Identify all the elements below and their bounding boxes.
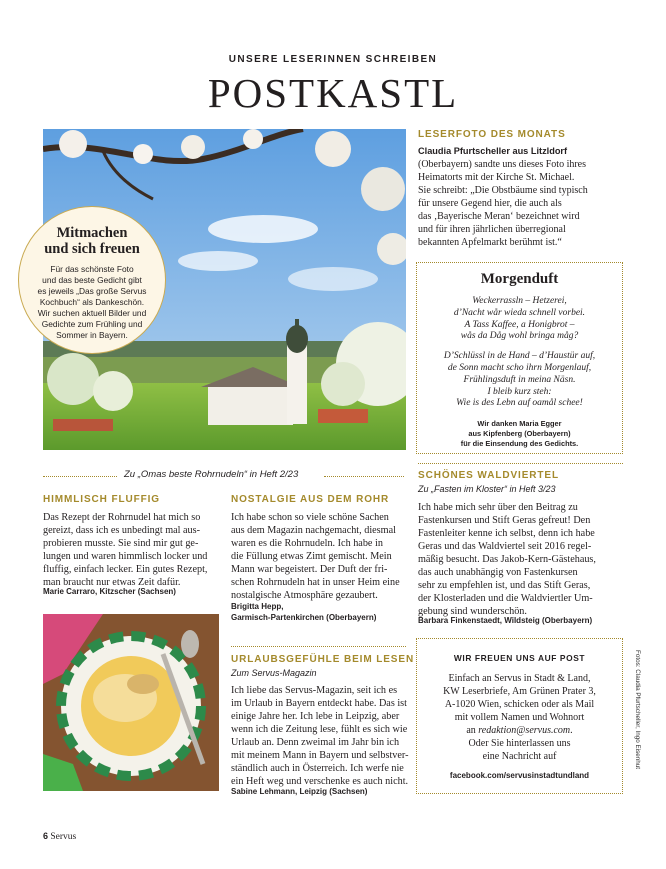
footer-brand: Servus [50, 832, 77, 842]
letter-signature: Barbara Finkenstaedt, Wildsteig (Oberbayern) [418, 616, 593, 625]
leserfoto-author: Claudia Pfurtscheller aus Litzldorf [418, 146, 568, 156]
letter-subtitle: Zum Servus-Magazin [231, 668, 317, 678]
letter-text: Ich liebe das Servus-Magazin, seit ich es im Urlaub in Bayern entdeckt habe. Das ist einige Jahre her. Ich lebe in Leipzig, aber wenn ich die Zeitung lese, fühlt es sich wie Urlaub an. Denn zweimal im Jahr bin ich mit meinem Mann in Bayern und selbstver- ständlich auch in Österreich. Ich werfe nie ein Heft weg und verschenke es auch nicht. [231, 685, 409, 787]
mitmachen-callout [18, 206, 166, 354]
divider [418, 463, 623, 464]
poem-thanks: Wir danken Maria Egger aus Kipfenberg (Oberbayern) für die Einsendung des Gedichts. [460, 419, 579, 449]
letter-heading: HIMMLISCH FLUFFIG [43, 494, 160, 505]
poem-box [416, 262, 623, 454]
letter-text: Ich habe mich sehr über den Beitrag zu Fastenkursen und Stift Geras gefreut! Den Fastenleiter kenne ich selbst, denn ich habe Geras und das Waldviertel seit 2016 regel- mäßig besucht. Das Jakob-Kern-Gästehaus, das auch unabhängig von Fastenkursen sehr zu empfehlen ist, und das Stift Geras, der Klosterladen und die Waldviertler Um- gebung sind wunderschön. [418, 502, 596, 617]
letter-signature: Marie Carraro, Kitzscher (Sachsen) [43, 587, 176, 596]
section-kicker: UNSERE LESERINNEN SCHREIBEN [228, 54, 438, 65]
email-link[interactable]: redaktion@servus.com [478, 725, 571, 736]
letter-signature: Brigitta Hepp, Garmisch-Partenkirchen (Oberbayern) [231, 602, 377, 622]
leserfoto-text: (Oberbayern) sandte uns dieses Foto ihres Heimatorts mit der Kirche St. Michael. Sie schreibt: „Die Obstbäume sind typisch für unsere Gegend hier, die auch als das ‚Bayerische Meran‘ bezeichnet wird und für ihren jährlichen überregional bekannten Apfelmarkt berühmt ist.“ [418, 159, 588, 248]
divider [43, 476, 117, 477]
divider [324, 476, 404, 477]
rohrnudel-plate-illustration [43, 614, 219, 791]
page-number: 6 [43, 831, 49, 841]
letter-heading: URLAUBSGEFÜHLE BEIM LESEN [231, 654, 415, 665]
post-text [417, 672, 622, 763]
post-text-part1: Einfach an Servus in Stadt & Land, KW Leserbriefe, Am Grünen Prater 3, A-1020 Wien, schicken oder als Mail mit vollem Namen und Wohnort an [443, 673, 596, 736]
callout-text: Für das schönste Foto und das beste Gedicht gibt es jeweils „Das große Servus Kochbuch“ als Dankeschön. Wir suchen aktuell Bilder und Gedichte zum Frühling und Sommer in Bayern. [37, 264, 147, 340]
letter-signature: Sabine Lehmann, Leipzig (Sachsen) [231, 787, 368, 796]
letter-text: Ich habe schon so viele schöne Sachen aus dem Magazin nachgemacht, diesmal waren es die Rohrnudeln. Ich habe in die Füllung etwas Zimt gemischt. Mein Mann war begeistert. Der Duft der fri- schen Rohrnudeln hat in unser Heim eine nostalgische Atmosphäre gezaubert. [231, 512, 400, 601]
post-heading: WIR FREUEN UNS AUF POST [453, 653, 586, 663]
callout-title: Mitmachen und sich freuen [44, 225, 140, 257]
rohrnudeln-subtitle: Zu „Omas beste Rohrnudeln“ in Heft 2/23 [124, 469, 299, 480]
letter-subtitle: Zu „Fasten im Kloster“ in Heft 3/23 [418, 484, 556, 494]
leserfoto-heading: LESERFOTO DES MONATS [418, 129, 566, 140]
facebook-link[interactable]: facebook.com/servusinstadtundland [449, 771, 590, 780]
letter-heading: NOSTALGIE AUS DEM ROHR [231, 494, 390, 505]
leserfoto-caption [418, 145, 628, 249]
letter-text: Das Rezept der Rohrnudel hat mich so gereizt, dass ich es unbedingt mal aus- probieren musste. Sie sind mir gut ge- lungen und waren himmlisch locker und fluffig, einfach lecker. Ein gutes Rezept, man braucht nur etwas Zeit dafür. [43, 512, 208, 588]
letter-heading: SCHÖNES WALDVIERTEL [418, 470, 559, 481]
divider [231, 646, 406, 647]
rohrnudel-image [43, 614, 219, 791]
page-title: POSTKASTL [207, 70, 459, 116]
poem-title: Morgenduft [480, 271, 559, 287]
poem-stanza-2: D’Schlüssl in de Hand – d’Haustür auf, de Sonn macht scho ihrn Morgenlauf, Frühlingsduft in meina Näsn. I bleib kurz steh: Wie is des Lebn auf oamål schee! [443, 351, 596, 409]
post-info-box [416, 638, 623, 794]
poem-stanza-1: Weckerrassln – Hetzerei, d’Nacht wår wieda schnell vorbei. A Tass Kaffee, a Honigbrot – wås da Dåg wohl bringa måg? [453, 296, 586, 342]
photo-credit: Fotos: Claudia Pfurtscheller, Ingo Eisenhut [634, 650, 641, 770]
page-footer [43, 831, 76, 842]
post-text-part2: . Oder Sie hinterlassen uns eine Nachricht auf [468, 725, 573, 762]
